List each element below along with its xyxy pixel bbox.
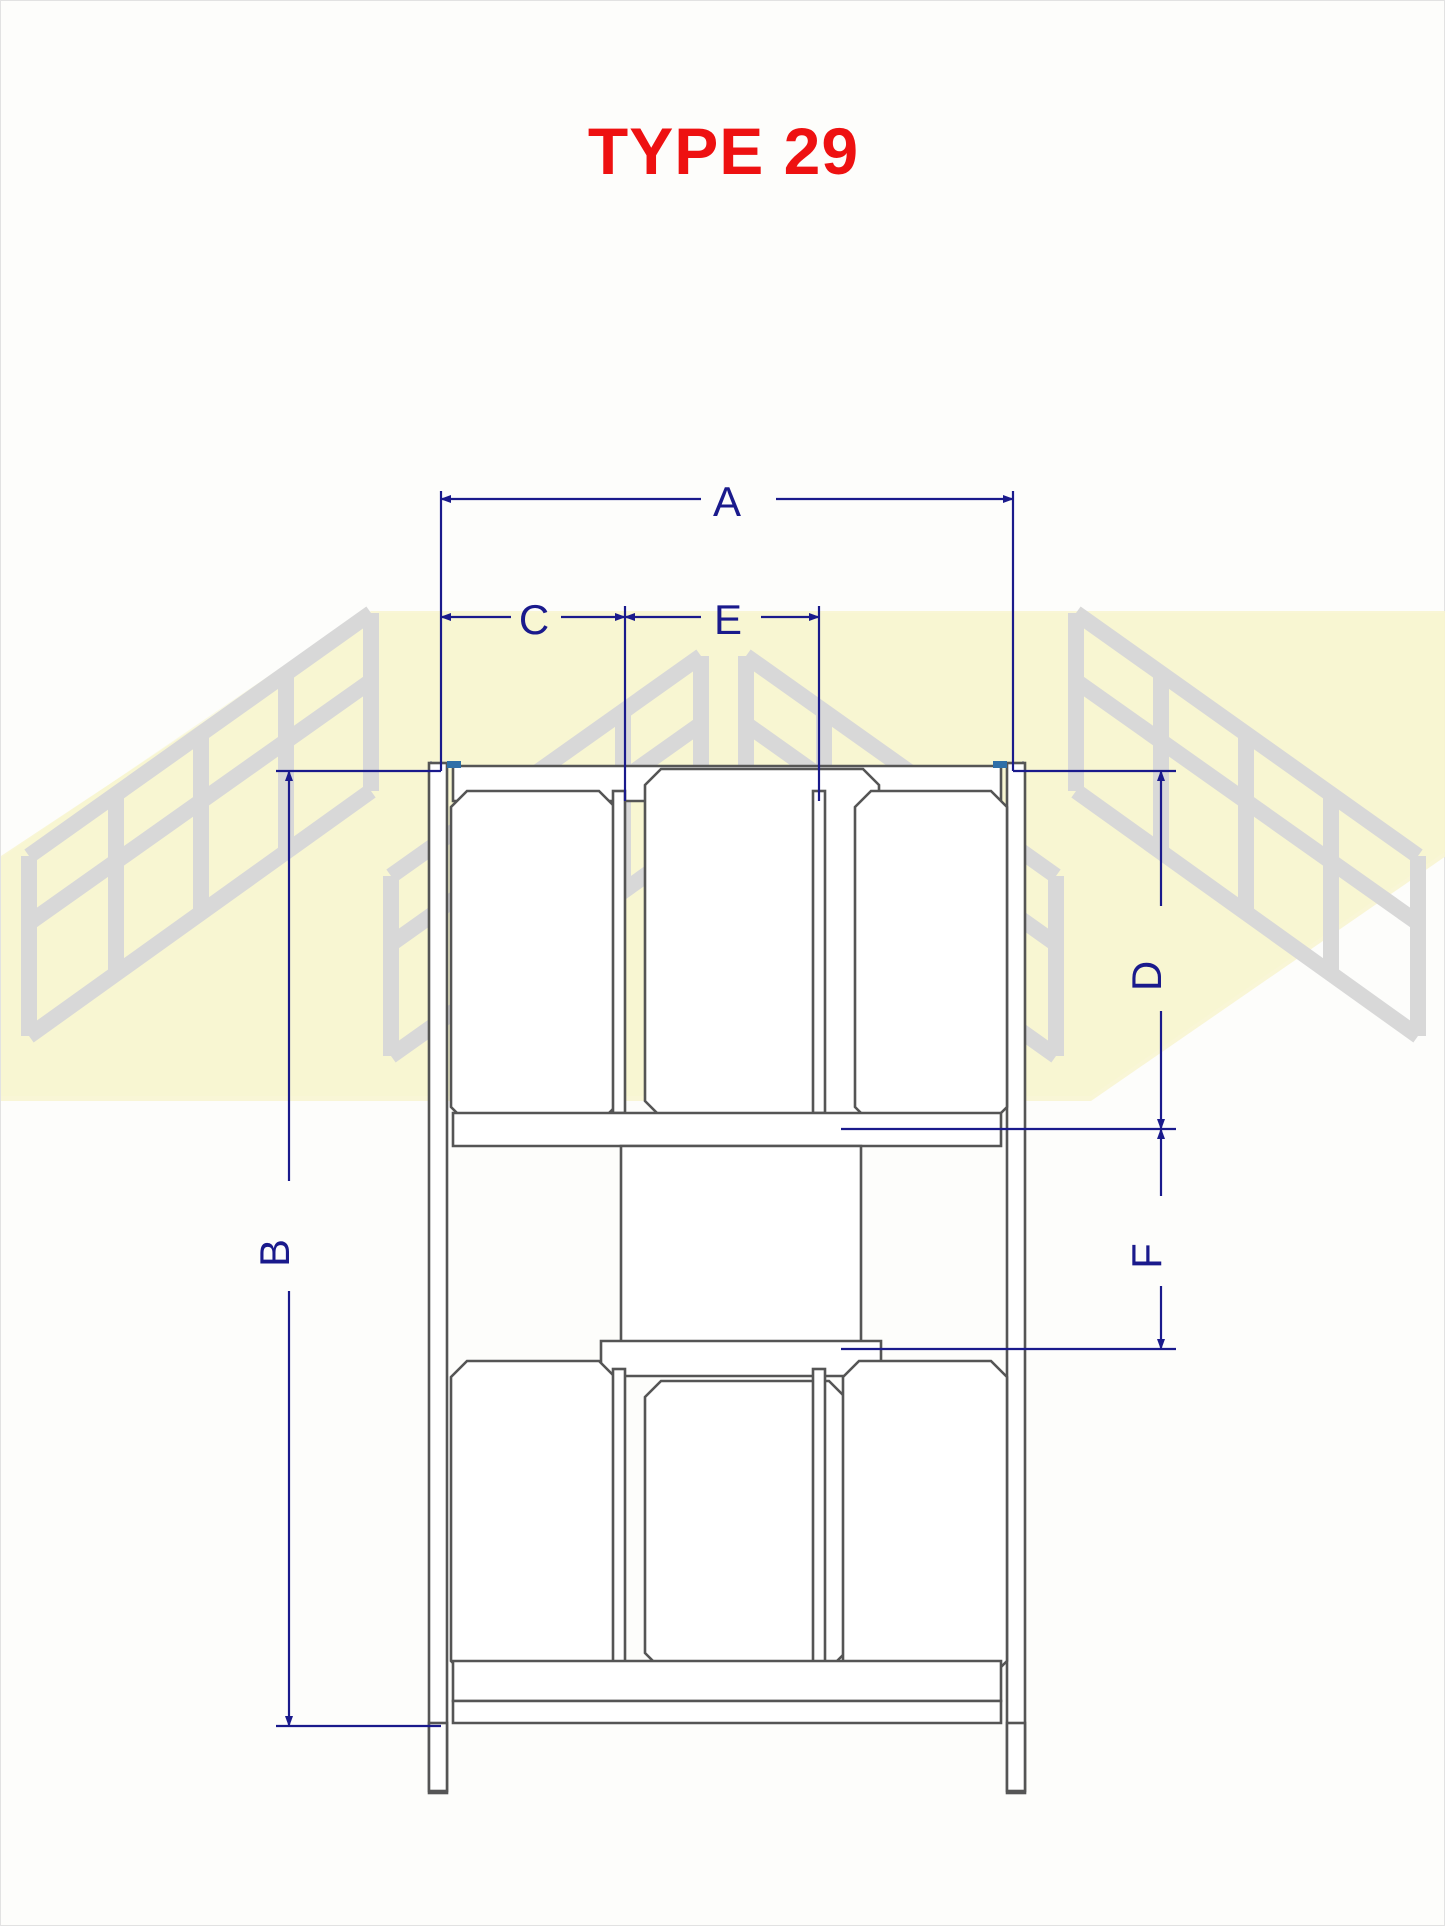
- part-outline: [429, 761, 1025, 1793]
- dimension-label-F: F: [1123, 1243, 1170, 1269]
- page-title: TYPE 29: [587, 114, 860, 188]
- dimension-label-B: B: [251, 1238, 298, 1268]
- dimension-label-D: D: [1123, 960, 1170, 992]
- drawing-canvas: [1, 1, 1445, 1927]
- dimension-label-E: E: [713, 596, 743, 643]
- technical-drawing-svg: [1, 1, 1445, 1927]
- dimension-label-C: C: [518, 596, 550, 643]
- dimension-label-A: A: [712, 478, 742, 525]
